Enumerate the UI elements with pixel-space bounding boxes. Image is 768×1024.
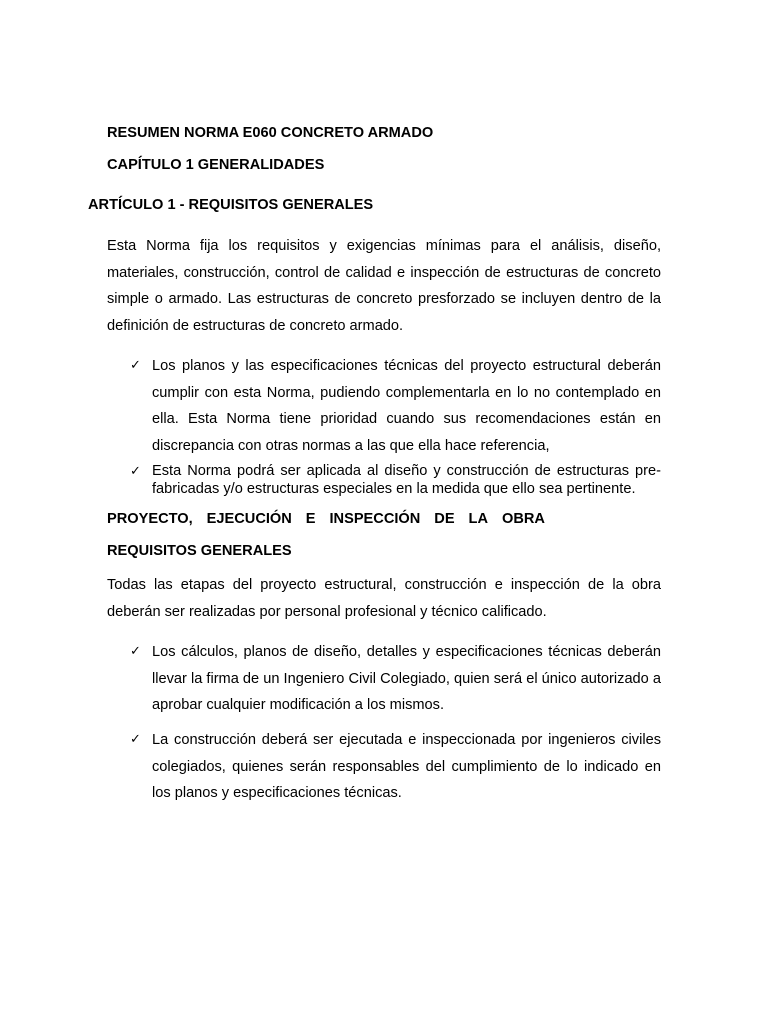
list-item-text: Esta Norma podrá ser aplicada al diseño y construcción de estructuras pre-fabricadas y/o estructuras especiales en la medida que ello sea pertinente. (152, 463, 661, 497)
checkmark-icon: ✓ (130, 732, 141, 747)
section-heading-word: EJECUCIÓN (206, 511, 292, 527)
section-heading-word: DE (434, 511, 455, 527)
list-item-text: Los planos y las especificaciones técnicas del proyecto estructural deberán cumplir con esta Norma, pudiendo complementarla en lo no contemplado en ella. Esta Norma tiene prioridad cuando sus recomendaciones están en discrepancia con otras normas a las que ella hace referencia, (152, 358, 661, 455)
section-heading-word: OBRA (501, 511, 545, 527)
list-item-text: Los cálculos, planos de diseño, detalles y especificaciones técnicas deberán llevar la firma de un Ingeniero Civil Colegiado, quien será el único autorizado a aprobar cualquier modificación a los mismos. (152, 644, 661, 714)
checkmark-icon: ✓ (130, 644, 141, 659)
intro-paragraph: Esta Norma fija los requisitos y exigencias mínimas para el análisis, diseño, materiales, construcción, control de calidad e inspección de estructuras de concreto simple o armado. Las estructuras de concreto presforzado se incluyen dentro de la definición de estructuras de concreto armado. (107, 238, 661, 335)
section-heading-word: PROYECTO, (107, 511, 193, 527)
section-heading (107, 511, 545, 527)
article-heading: ARTÍCULO 1 - REQUISITOS GENERALES (88, 197, 374, 213)
subsection-heading: REQUISITOS GENERALES (107, 543, 292, 559)
chapter-heading: CAPÍTULO 1 GENERALIDADES (107, 157, 325, 173)
section-heading-word: INSPECCIÓN (329, 511, 421, 527)
list-item-text: La construcción deberá ser ejecutada e inspeccionada por ingenieros civiles colegiados, quienes serán responsables del cumplimiento de lo indicado en los planos y especificaciones técnicas. (152, 732, 661, 802)
document-title: RESUMEN NORMA E060 CONCRETO ARMADO (107, 125, 434, 141)
section-heading-word: E (305, 511, 316, 527)
section-paragraph: Todas las etapas del proyecto estructural, construcción e inspección de la obra deberán ser realizadas por personal profesional y técnico calificado. (107, 577, 661, 620)
section-heading-word: LA (468, 511, 489, 527)
checkmark-icon: ✓ (130, 358, 141, 373)
checkmark-icon: ✓ (130, 464, 141, 479)
